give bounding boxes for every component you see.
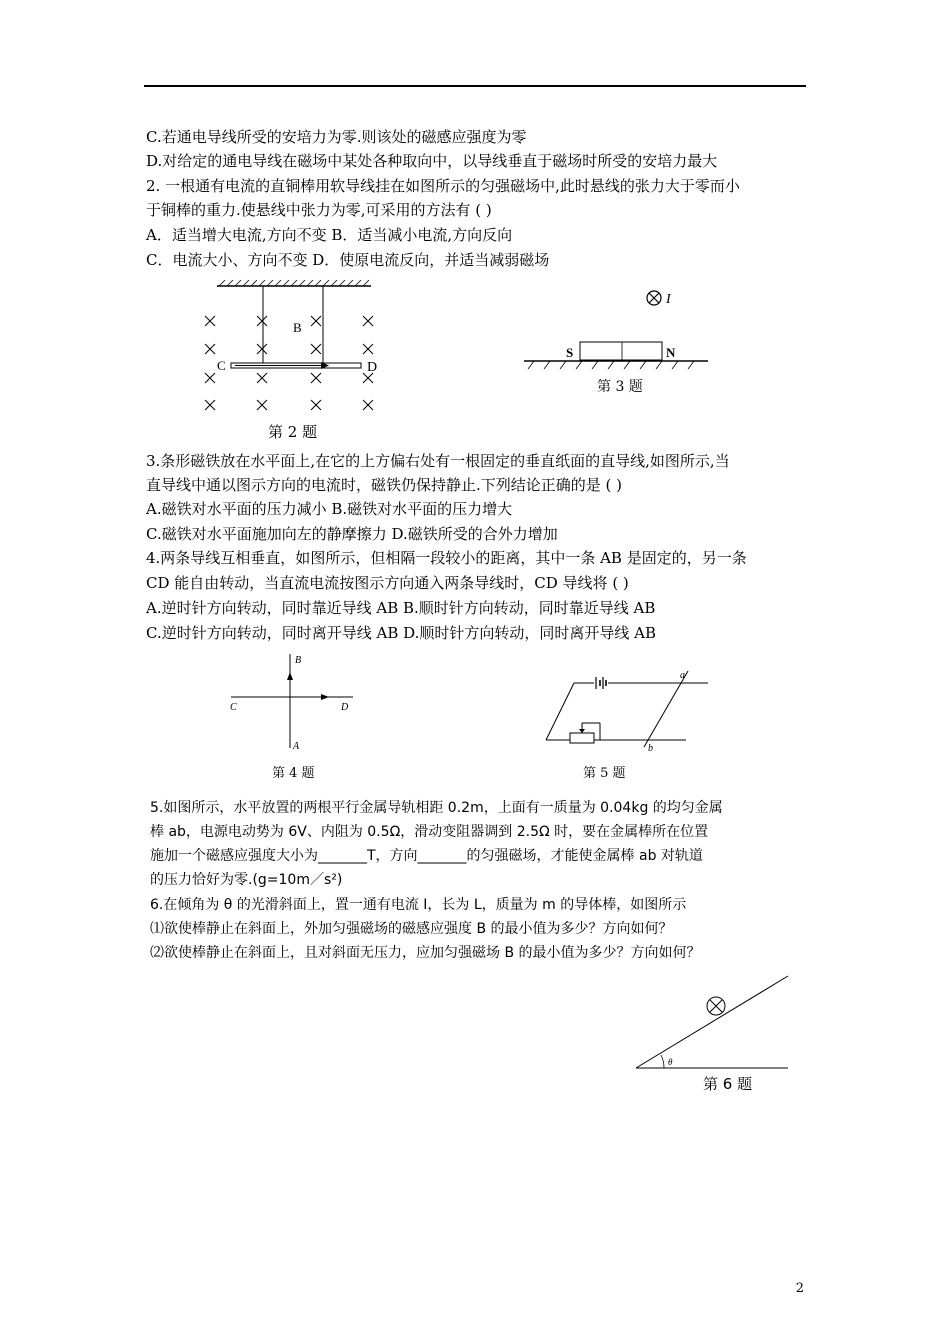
- option-d-q1: D.对给定的通电导线在磁场中某处各种取向中，以导线垂直于磁场时所受的安培力最大: [146, 152, 718, 170]
- question-4-options-cd: C.逆时针方向转动，同时离开导线 AB D.顺时针方向转动，同时离开导线 AB: [146, 624, 656, 642]
- fig4-label-c: C: [230, 702, 237, 713]
- fig2-label-d: D: [367, 360, 378, 375]
- question-5-line3: 施加一个磁感应强度大小为_______T，方向_______的匀强磁场，才能使金属棒 ab 对轨道: [150, 848, 703, 864]
- fig6-caption: 第 6 题: [703, 1075, 753, 1093]
- option-c-q1: C.若通电导线所受的安培力为零.则该处的磁感应强度为零: [146, 128, 527, 146]
- fig4-label-d: D: [341, 702, 349, 713]
- figure-4: [225, 650, 365, 755]
- question-3-options-cd: C.磁铁对水平面施加向左的静摩擦力 D.磁铁所受的合外力增加: [146, 525, 558, 543]
- question-2-line1: 2. 一根通有电流的直铜棒用软导线挂在如图所示的匀强磁场中,此时悬线的张力大于零而小: [146, 177, 740, 195]
- question-6-part1: ⑴欲使棒静止在斜面上，外加匀强磁场的磁感应强度 B 的最小值为多少？方向如何？: [150, 921, 673, 937]
- fig2-label-b: B: [293, 320, 302, 335]
- question-3-line1: 3.条形磁铁放在水平面上,在它的上方偏右处有一根固定的垂直纸面的直导线,如图所示,当: [146, 452, 730, 470]
- question-2-options-cd: C．电流大小、方向不变 D．使原电流反向，并适当减弱磁场: [146, 251, 550, 269]
- fig5-label-b: b: [648, 743, 653, 754]
- fig4-label-a: A: [293, 741, 300, 752]
- question-2-options-ab: A．适当增大电流,方向不变 B．适当减小电流,方向反向: [146, 226, 513, 244]
- question-4-line1: 4.两条导线互相垂直，如图所示，但相隔一段较小的距离，其中一条 AB 是固定的，另一条: [146, 549, 747, 567]
- fig4-caption: 第 4 题: [272, 766, 315, 781]
- page-number: 2: [795, 1281, 804, 1296]
- fig3-label-s: S: [566, 345, 574, 360]
- question-5-line2: 棒 ab，电源电动势为 6V、内阻为 0.5Ω，滑动变阻器调到 2.5Ω 时，要在金属棒所在位置: [150, 824, 709, 840]
- question-5-line4: 的压力恰好为零.(g=10m／s²): [150, 872, 343, 888]
- fig4-label-b: B: [295, 655, 302, 666]
- fig5-label-a: a: [680, 670, 685, 681]
- fig3-caption: 第 3 题: [597, 379, 643, 395]
- question-3-line2: 直导线中通以图示方向的电流时，磁铁仍保持静止.下列结论正确的是 ( ): [146, 476, 623, 494]
- question-3-options-ab: A.磁铁对水平面的压力减小 B.磁铁对水平面的压力增大: [146, 500, 513, 518]
- question-4-options-ab: A.逆时针方向转动，同时靠近导线 AB B.顺时针方向转动，同时靠近导线 AB: [146, 599, 656, 617]
- question-4-line2: CD 能自由转动，当直流电流按图示方向通入两条导线时，CD 导线将 ( ): [146, 574, 629, 592]
- question-5-line1: 5.如图所示，水平放置的两根平行金属导轨相距 0.2m，上面有一质量为 0.04kg 的均匀金属: [150, 800, 723, 816]
- figure-5: [540, 665, 720, 760]
- fig5-caption: 第 5 题: [583, 766, 626, 781]
- question-6-line1: 6.在倾角为 θ 的光滑斜面上，置一通有电流 I，长为 L，质量为 m 的导体棒，如图所示: [150, 897, 687, 913]
- question-6-part2: ⑵欲使棒静止在斜面上，且对斜面无压力，应加匀强磁场 B 的最小值为多少？方向如何？: [150, 945, 701, 961]
- figure-6: [630, 970, 795, 1070]
- fig3-label-n: N: [666, 345, 676, 360]
- fig6-label-theta: θ: [668, 1057, 673, 1067]
- header-rule: [144, 85, 806, 87]
- figure-3: [520, 285, 720, 375]
- fig2-label-c: C: [217, 358, 226, 373]
- question-2-line2: 于铜棒的重力.使悬线中张力为零,可采用的方法有 ( ): [146, 201, 492, 219]
- fig2-caption: 第 2 题: [268, 423, 318, 441]
- fig3-label-i: I: [666, 292, 671, 307]
